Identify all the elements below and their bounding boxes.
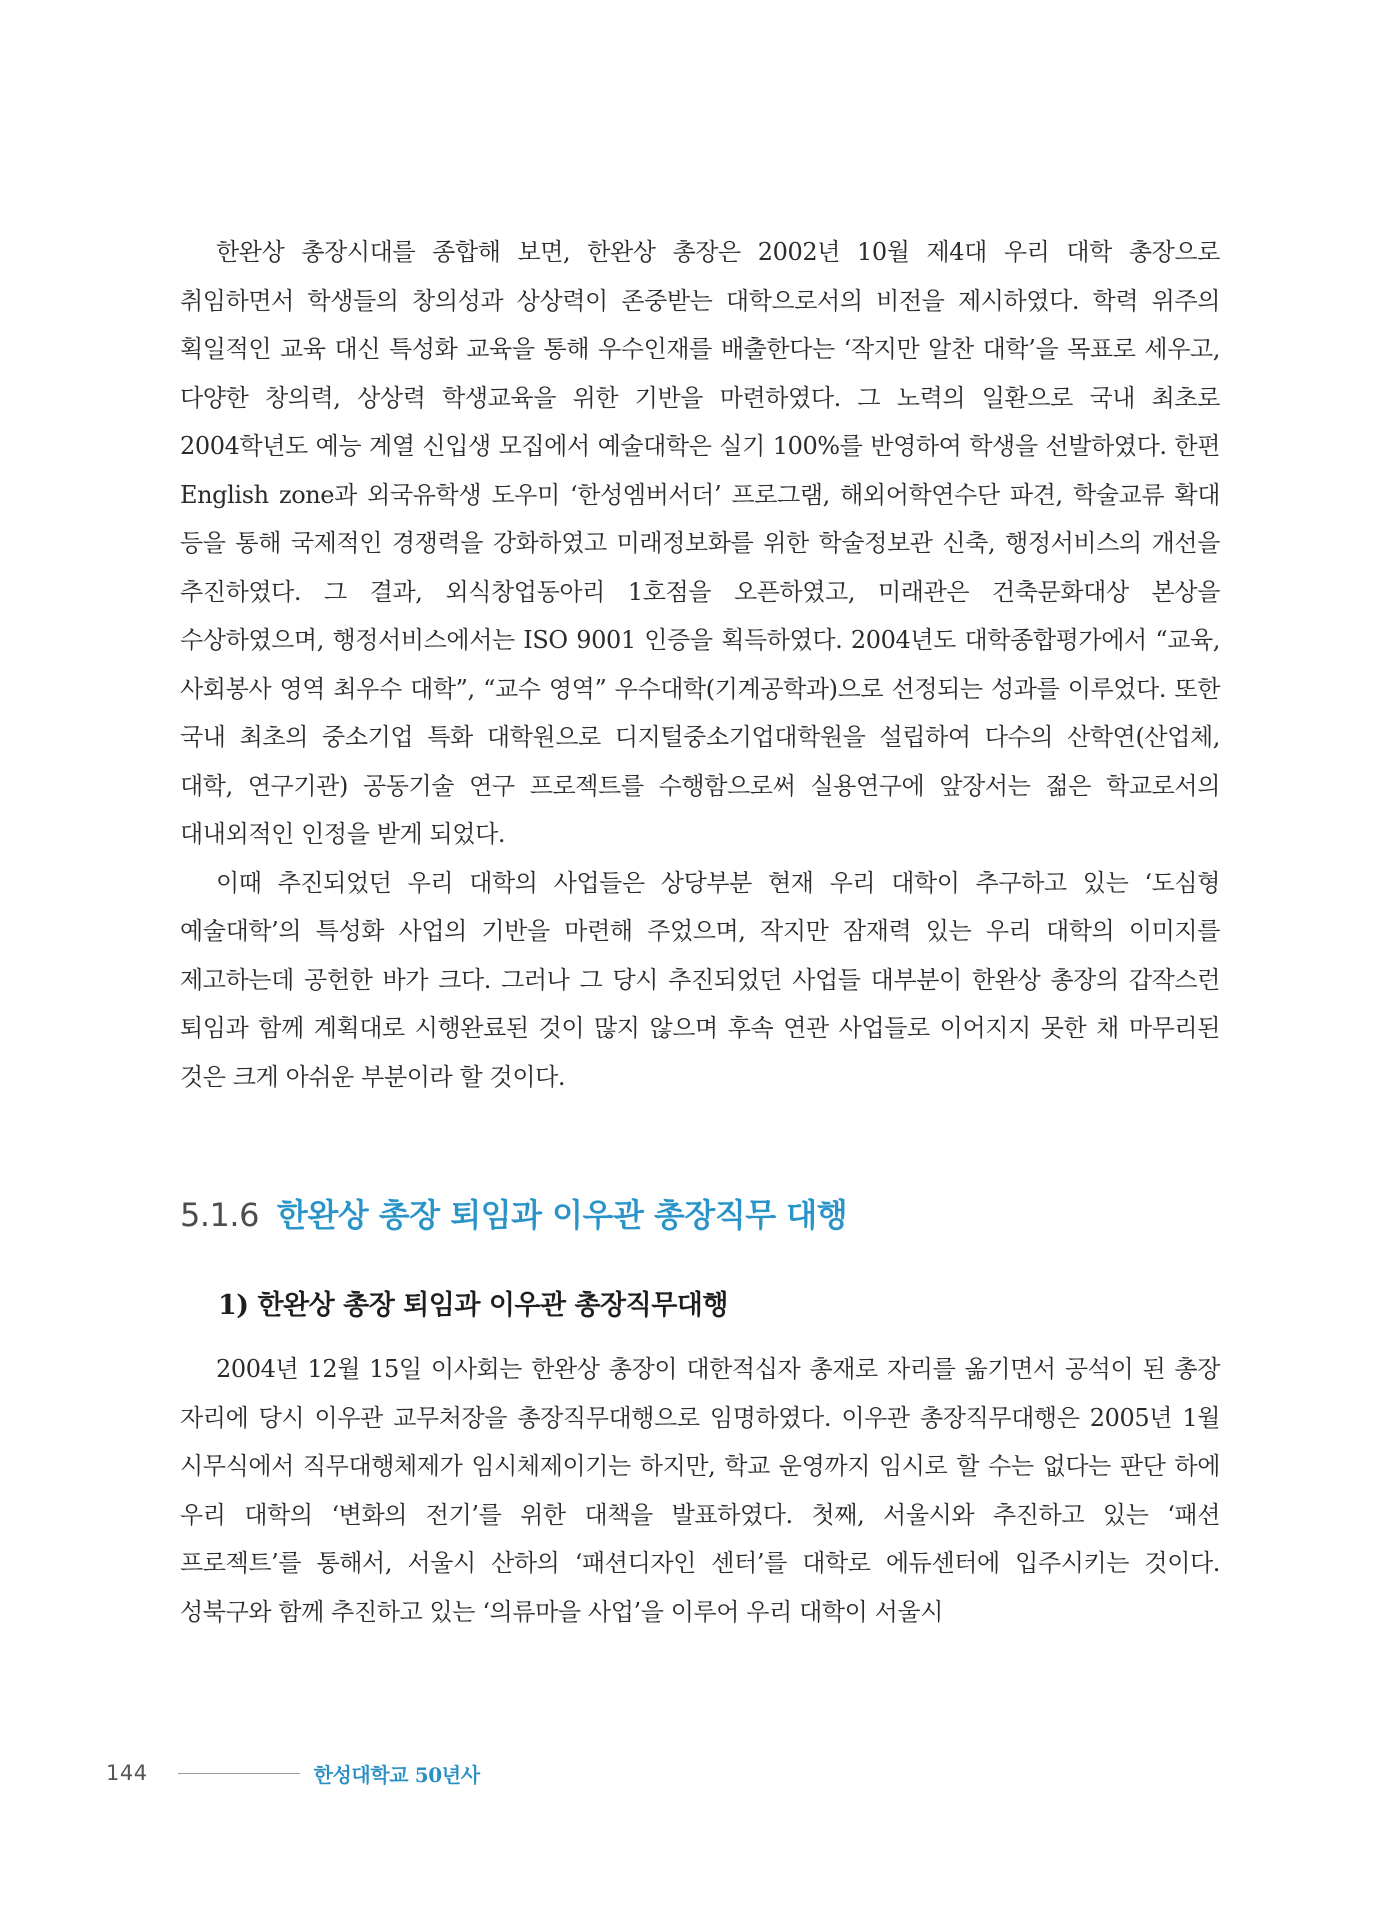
paragraph: 한완상 총장시대를 종합해 보면, 한완상 총장은 2002년 10월 제4대 우리 대학 총장으로 취임하면서 학생들의 창의성과 상상력이 존중받는 대학으로서의 비전을 제시하였다. 학력 위주의 획일적인 교육 대신 특성화 교육을 통해 우수인재를 배출한다는 ‘작지만 알찬 대학’을 목표로 세우고, 다양한 창의력, 상상력 학생교육을 위한 기반을 마련하였다. 그 노력의 일환으로 국내 최초로 2004학년도 예능 계열 신입생 모집에서 예술대학은 실기 100%를 반영하여 학생을 선발하였다. 한편 English zone과 외국유학생 도우미 ‘한성엠버서더’ 프로그램, 해외어학연수단 파견, 학술교류 확대 등을 통해 국제적인 경쟁력을 강화하였고 미래정보화를 위한 학술정보관 신축, 행정서비스의 개선을 추진하였다. 그 결과, 외식창업동아리 1호점을 오픈하였고, 미래관은 건축문화대상 본상을 수상하였으며, 행정서비스에서는 ISO 9001 인증을 획득하였다. 2004년도 대학종합평가에서 “교육, 사회봉사 영역 최우수 대학”, “교수 영역” 우수대학(기계공학과)으로 선정되는 성과를 이루었다. 또한 국내 최초의 중소기업 특화 대학원으로 디지털중소기업대학원을 설립하여 다수의 산학연(산업체, 대학, 연구기관) 공동기술 연구 프로젝트를 수행함으로써 실용연구에 앞장서는 젊은 학교로서의 대내외적인 인정을 받게 되었다.	[180, 238, 1220, 848]
body-section-b	[180, 1345, 1220, 1636]
page-footer	[106, 1758, 480, 1788]
paragraph: 2004년 12월 15일 이사회는 한완상 총장이 대한적십자 총재로 자리를 옮기면서 공석이 된 총장 자리에 당시 이우관 교무처장을 총장직무대행으로 임명하였다. 이우관 총장직무대행은 2005년 1월 시무식에서 직무대행체제가 임시체제이기는 하지만, 학교 운영까지 임시로 할 수는 없다는 판단 하에 우리 대학의 ‘변화의 전기’를 위한 대책을 발표하였다. 첫째, 서울시와 추진하고 있는 ‘패션 프로젝트’를 통해서, 서울시 산하의 ‘패션디자인 센터’를 대학로 에듀센터에 입주시키는 것이다. 성북구와 함께 추진하고 있는 ‘의류마을 사업’을 이루어 우리 대학이 서울시	[180, 1355, 1220, 1626]
book-title: 한성대학교 50년사	[313, 1762, 480, 1787]
subsection-heading: 1) 한완상 총장 퇴임과 이우관 총장직무대행	[218, 1290, 728, 1321]
body-section-a	[180, 228, 1220, 1101]
section-title: 한완상 총장 퇴임과 이우관 총장직무 대행	[276, 1196, 848, 1234]
footer-divider	[178, 1773, 300, 1774]
page-number: 144	[106, 1761, 148, 1785]
paragraph: 이때 추진되었던 우리 대학의 사업들은 상당부분 현재 우리 대학이 추구하고 있는 ‘도심형 예술대학’의 특성화 사업의 기반을 마련해 주었으며, 작지만 잠재력 있는 우리 대학의 이미지를 제고하는데 공헌한 바가 크다. 그러나 그 당시 추진되었던 사업들 대부분이 한완상 총장의 갑작스런 퇴임과 함께 계획대로 시행완료된 것이 많지 않으며 후속 연관 사업들로 이어지지 못한 채 마무리된 것은 크게 아쉬운 부분이라 할 것이다.	[180, 868, 1220, 1091]
section-heading	[180, 1190, 847, 1236]
section-number: 5.1.6	[180, 1196, 259, 1234]
